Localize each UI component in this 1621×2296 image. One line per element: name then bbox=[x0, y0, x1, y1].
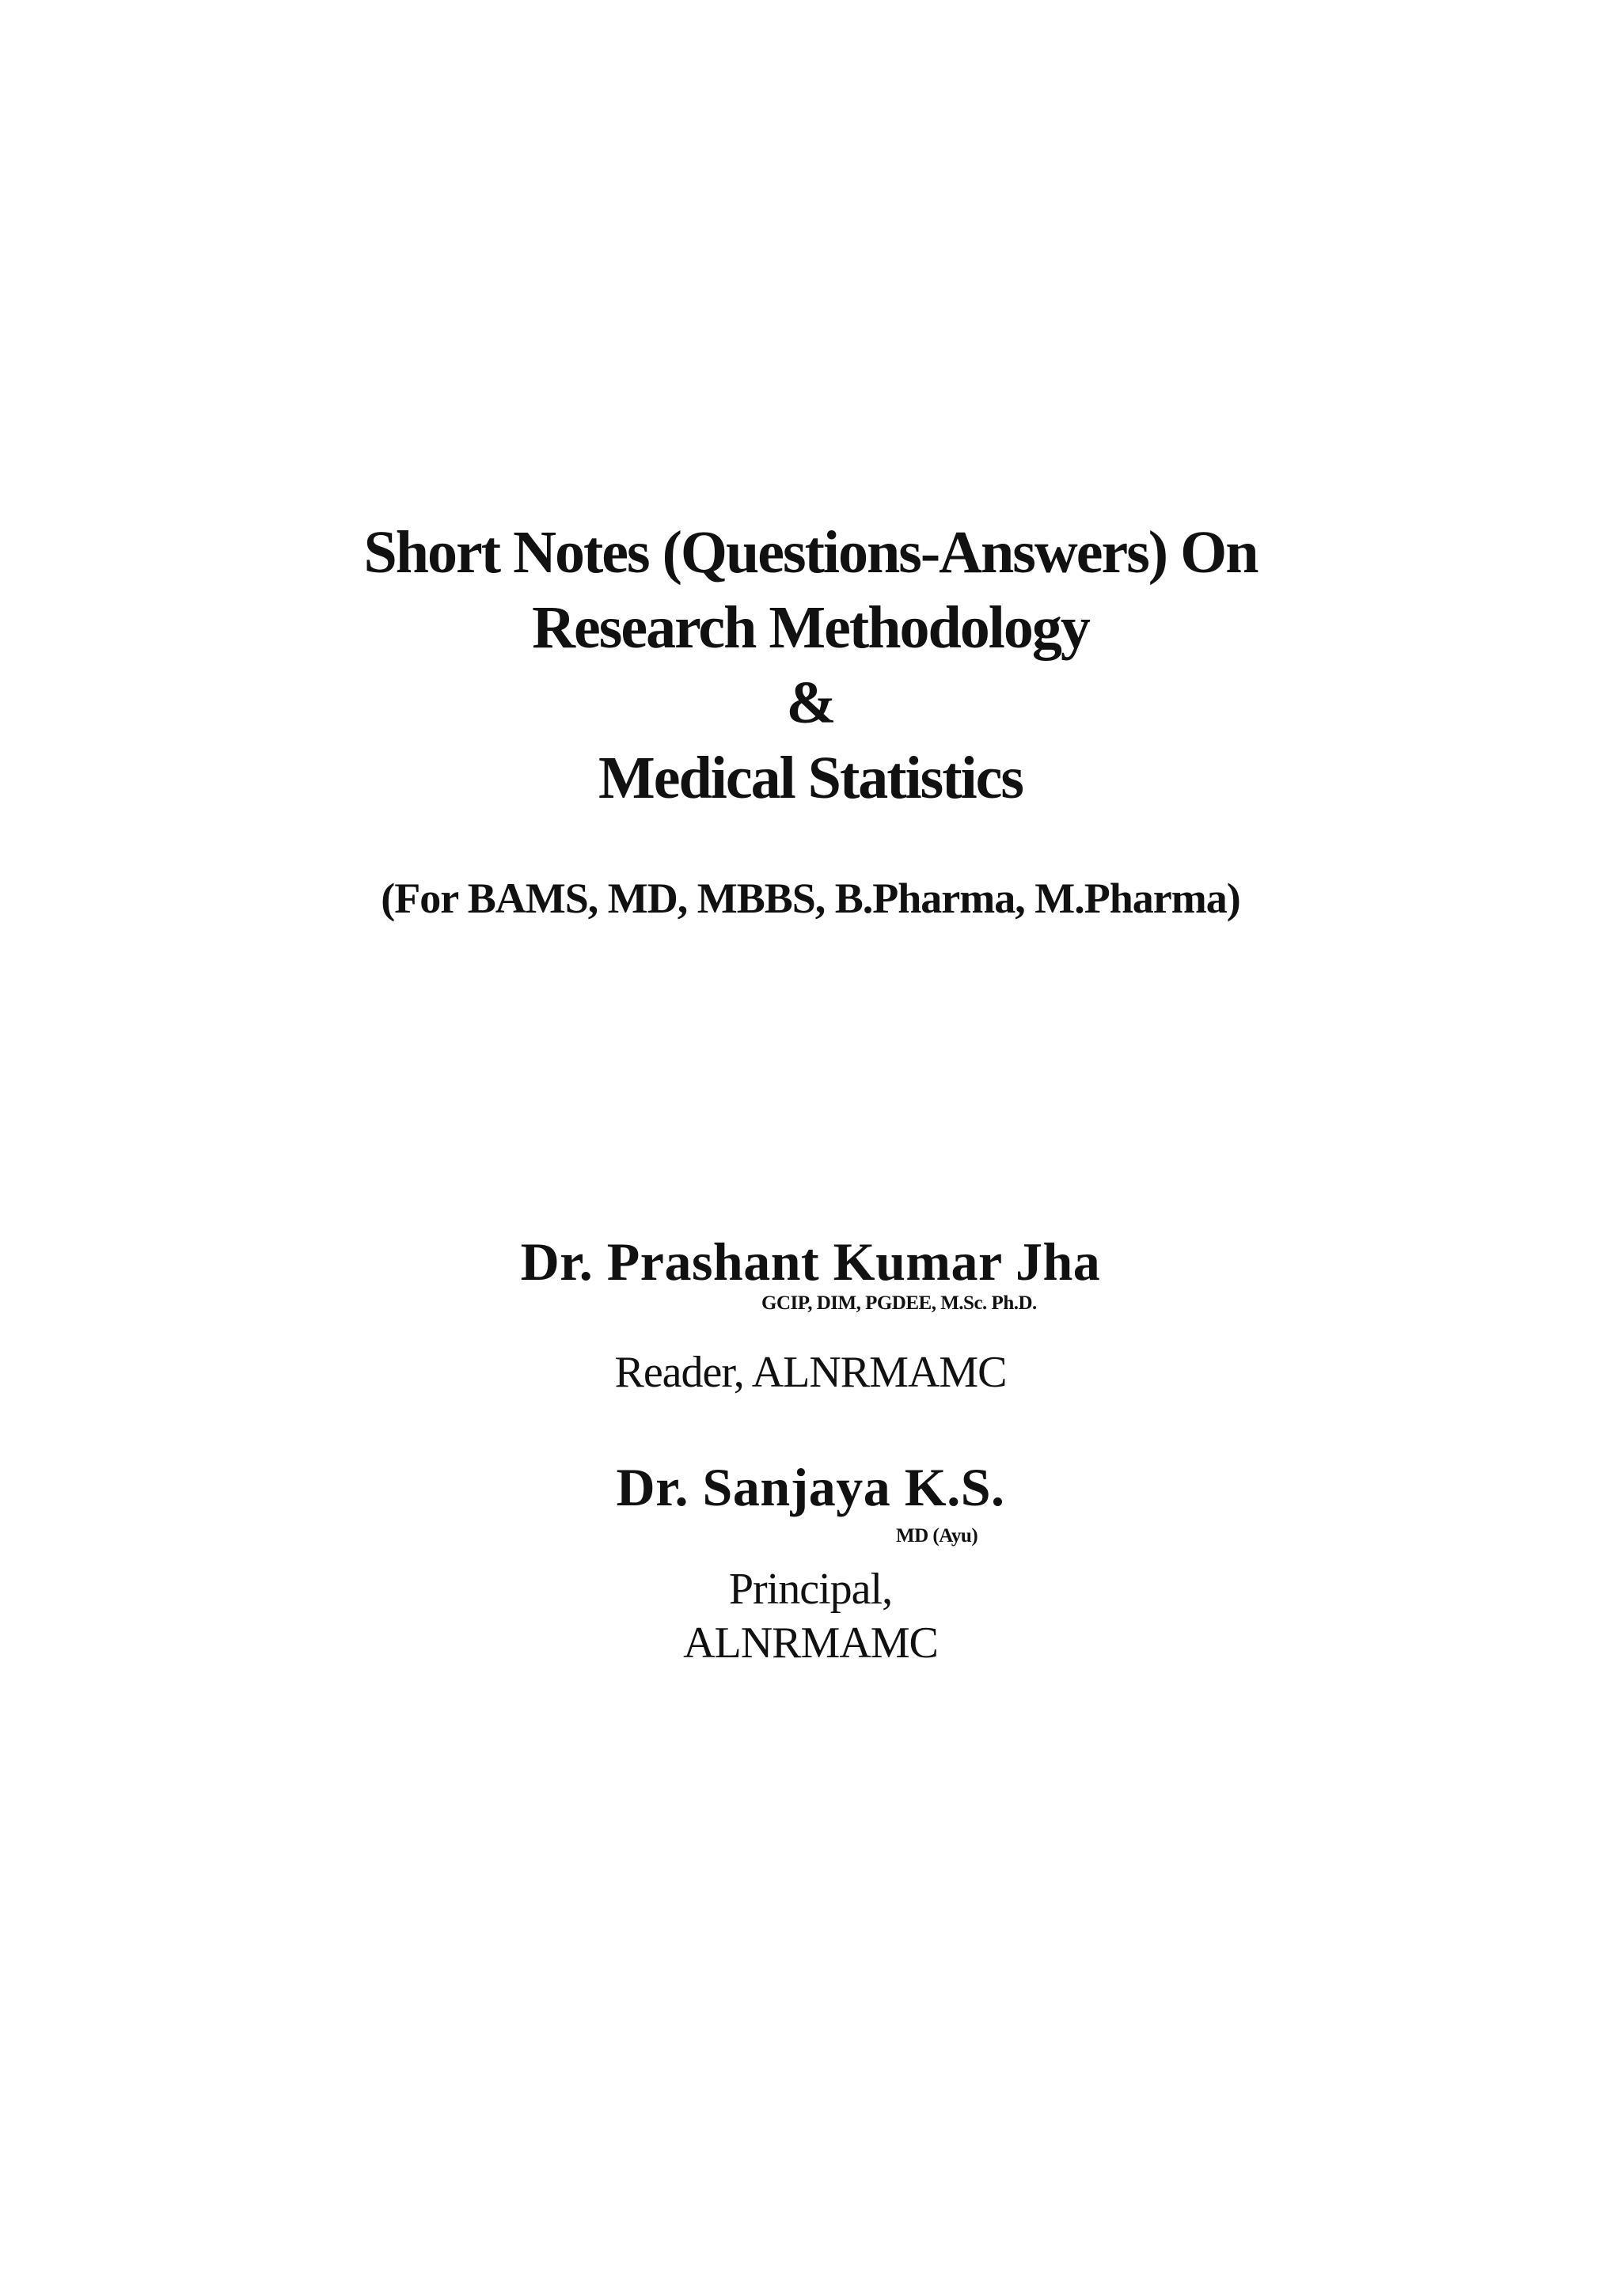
target-audience: (For BAMS, MD, MBBS, B.Pharma, M.Pharma) bbox=[381, 875, 1240, 922]
author-2-credentials: MD (Ayu) bbox=[896, 1525, 978, 1546]
book-title-line-2: Research Methodology bbox=[532, 594, 1089, 661]
author-2-position-line-2: ALNRMAMC bbox=[683, 1619, 938, 1668]
author-2-name: Dr. Sanjaya K.S. bbox=[616, 1457, 1005, 1517]
author-1-name: Dr. Prashant Kumar Jha bbox=[520, 1231, 1101, 1292]
book-title-line-1: Short Notes (Questions-Answers) On bbox=[363, 519, 1258, 586]
author-2-position-line-1: Principal, bbox=[728, 1565, 893, 1614]
book-title-ampersand: & bbox=[786, 670, 835, 736]
book-title-line-4: Medical Statistics bbox=[598, 745, 1023, 811]
author-1-credentials: GCIP, DIM, PGDEE, M.Sc. Ph.D. bbox=[761, 1292, 1037, 1314]
author-1-position: Reader, ALNRMAMC bbox=[614, 1348, 1007, 1397]
